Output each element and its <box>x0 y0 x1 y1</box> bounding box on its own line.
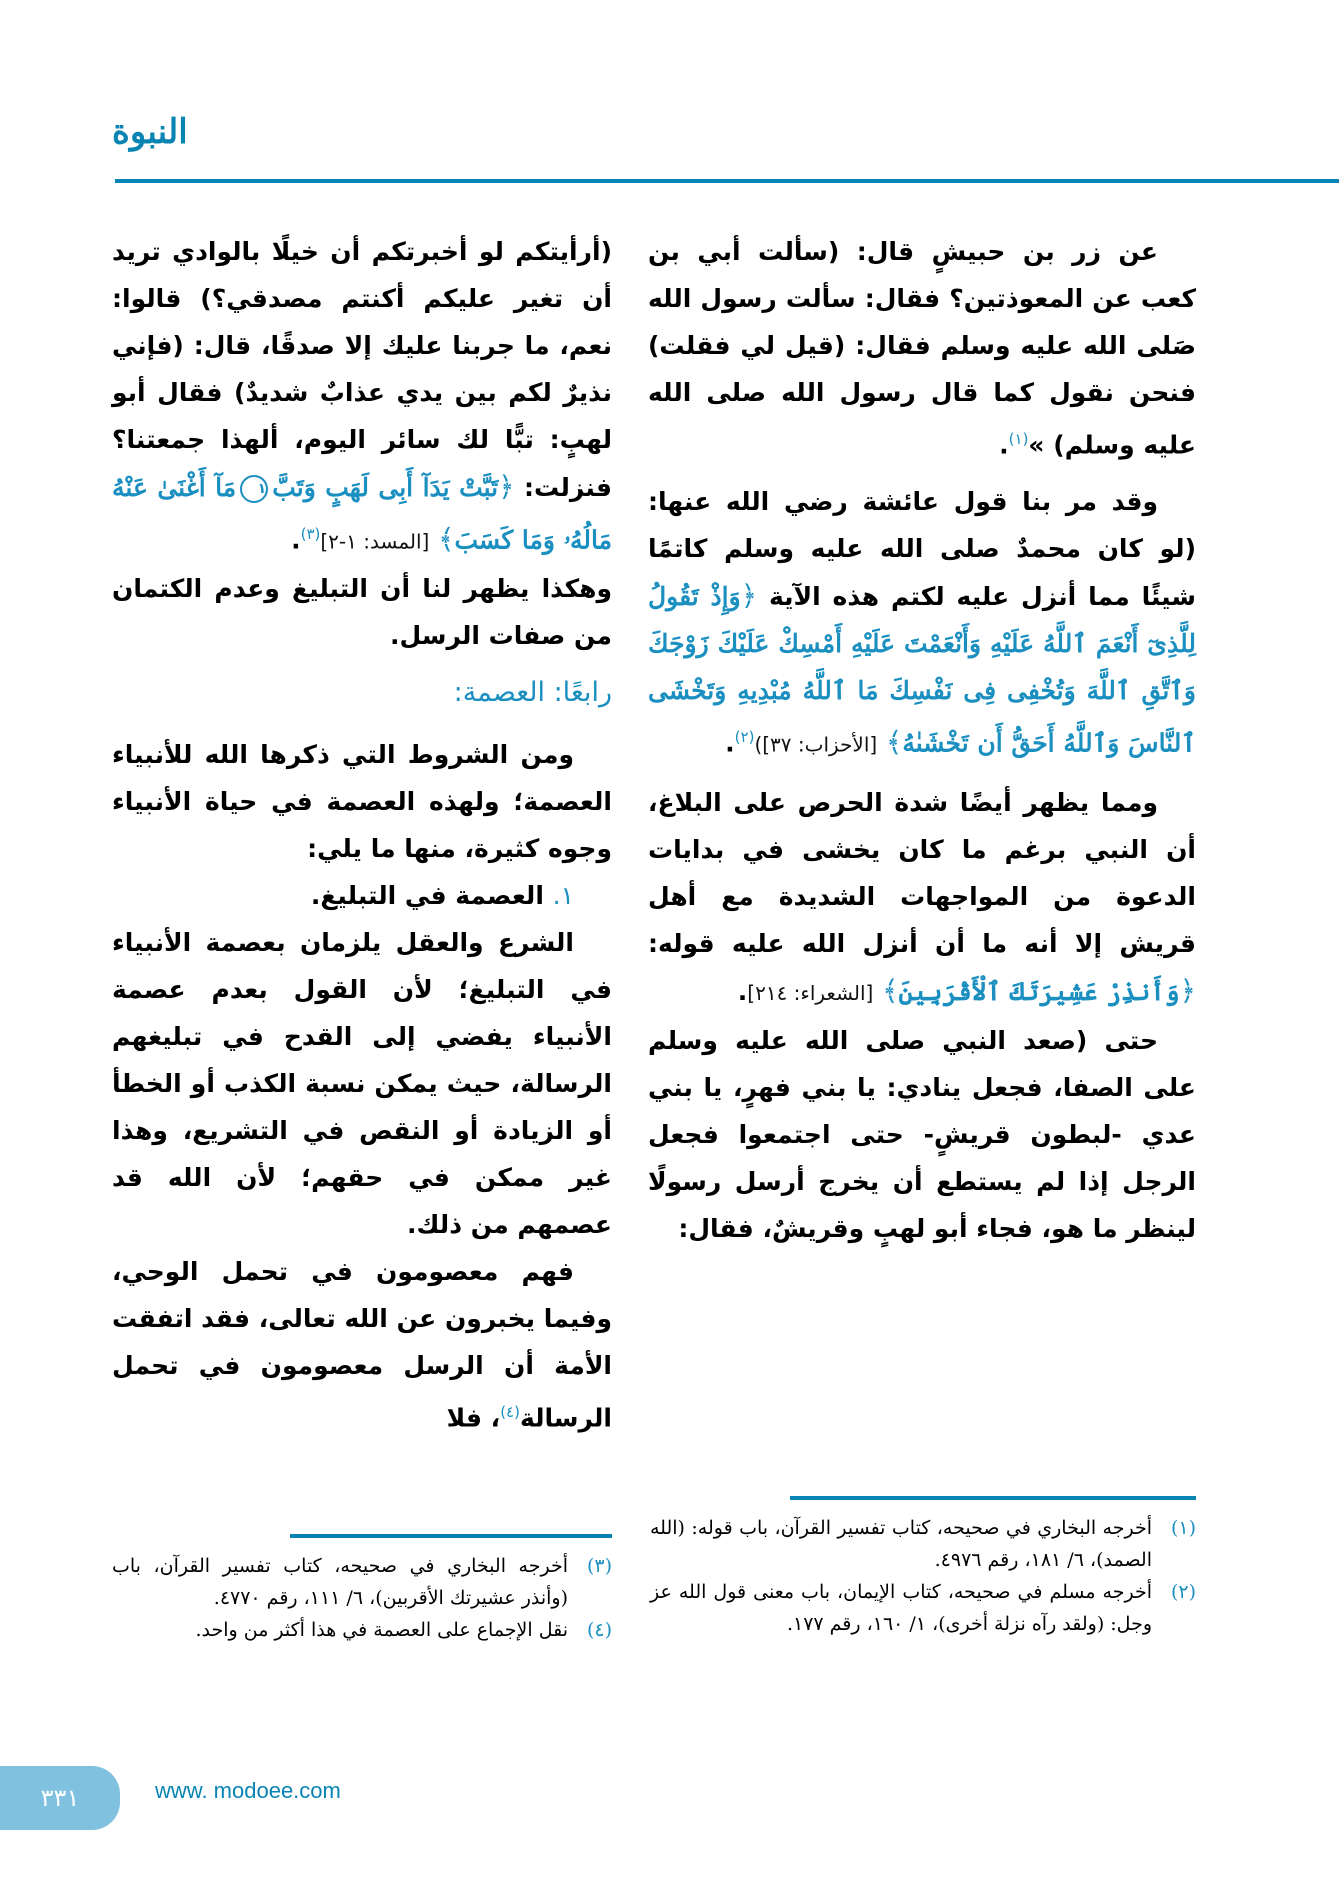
quran-brace-close-icon: ﴾ <box>885 725 903 759</box>
punctuation: . <box>291 525 301 555</box>
verse-reference: [الشعراء: ٢١٤] <box>747 980 874 1005</box>
verse-reference: [المسد: ١-٢] <box>320 529 430 554</box>
footnote-number: (٢) <box>1170 1581 1196 1603</box>
header-rule <box>115 179 1339 183</box>
paragraph-text: عن زر بن حبيشٍ قال: (سألت أبي بن كعب عن المعوذتين؟ فقال: سألت رسول الله صَلى الله عليه وسلم فقال: (قيل لي فقلت) فنحن نقول كما قال رسول الله صلى الله عليه وسلم) » <box>648 237 1196 460</box>
footnote-ref[interactable]: (٢) <box>734 728 755 747</box>
footnote-text: أخرجه مسلم في صحيحه، كتاب الإيمان، باب معنى قول الله عز وجل: (ولقد رآه نزلة أخرى)، ١/ ١٦٠، رقم ١٧٧. <box>650 1581 1152 1635</box>
paragraph: ومن الشروط التي ذكرها الله للأنبياء العصمة؛ ولهذه العصمة في حياة الأنبياء وجوه كثيرة، منها ما يلي: <box>112 740 612 864</box>
quran-verse: تَبَّتْ يَدَآ أَبِى لَهَبٍ وَتَبَّ <box>272 473 499 502</box>
footnote-text: أخرجه البخاري في صحيحه، كتاب تفسير القرآن، باب قوله: (الله الصمد)، ٦/ ١٨١، رقم ٤٩٧٦. <box>650 1517 1152 1571</box>
footnotes-right <box>650 1512 1196 1640</box>
footnote-text: نقل الإجماع على العصمة في هذا أكثر من واحد. <box>195 1619 568 1641</box>
paragraph-text: ومما يظهر أيضًا شدة الحرص على البلاغ، أن النبي برغم ما كان يخشى في بدايات الدعوة من المواجهات الشديدة مع أهل قريش إلا أنه ما أن أنزل الله عليه قوله: <box>648 787 1196 958</box>
left-column <box>112 228 612 1442</box>
section-heading: رابعًا: العصمة: <box>453 677 612 709</box>
punctuation: . <box>999 430 1009 460</box>
footnote <box>650 1512 1196 1576</box>
punctuation: . <box>737 976 748 1006</box>
chapter-title: النبوة <box>112 112 188 152</box>
page-number: ٣٣١ <box>0 1766 120 1830</box>
verse-reference: [الأحزاب: ٣٧]) <box>754 732 878 757</box>
quran-brace-close-icon: ﴾ <box>438 522 455 556</box>
quran-brace-open-icon: ﴿ <box>740 579 758 613</box>
paragraph <box>648 478 1196 768</box>
quran-verse: وَإِذْ تَقُولُ لِلَّذِىٓ أَنْعَمَ ٱللَّهُ عَلَيْهِ وَأَنْعَمْتَ عَلَيْهِ أَمْسِكْ عَلَيْكَ زَوْجَكَ وَٱتَّقِ ٱللَّهَ وَتُخْفِى فِى نَفْسِكَ مَا ٱللَّهُ مُبْدِيهِ وَتَخْشَى ٱلنَّاسَ وَٱللَّهُ أَحَقُّ أَن تَخْشَىٰهُ <box>648 582 1196 758</box>
paragraph <box>648 779 1196 1017</box>
paragraph: حتى (صعد النبي صلى الله عليه وسلم على الصفا، فجعل ينادي: يا بني فهرٍ، يا بني عدي -لبطون قريشٍ- حتى اجتمعوا فجعل الرجل إذا لم يستطع أن يخرج أرسل رسولًا لينظر ما هو، فجاء أبو لهبٍ وقريشٌ، فقال: <box>648 1025 1196 1243</box>
quran-verse: وَأَنذِرْ عَشِيرَتَكَ ٱلْأَقْرَبِينَ <box>898 976 1180 1006</box>
list-item-text: العصمة في التبليغ. <box>310 881 544 911</box>
ayah-number-icon: ١ <box>240 475 268 503</box>
list-item <box>112 872 612 919</box>
footnote-number: (٣) <box>586 1555 612 1577</box>
punctuation: . <box>725 728 735 758</box>
paragraph: الشرع والعقل يلزمان بعصمة الأنبياء في التبليغ؛ لأن القول بعدم عصمة الأنبياء يفضي إلى القدح في تبليغهم الرسالة، حيث يمكن نسبة الكذب أو الخطأ أو الزيادة أو النقص في التشريع، وهذا غير ممكن في حقهم؛ لأن الله قد عصمهم من ذلك. <box>112 928 612 1240</box>
footnote-text: أخرجه البخاري في صحيحه، كتاب تفسير القرآن، باب (وأنذر عشيرتك الأقربين)، ٦/ ١١١، رقم ٤٧٧٠. <box>112 1555 568 1609</box>
list-number: ١. <box>552 881 574 911</box>
paragraph <box>112 228 612 565</box>
footnote <box>112 1550 612 1614</box>
footnote-ref[interactable]: (١) <box>1008 430 1029 448</box>
footnote-ref[interactable]: (٤) <box>500 1403 520 1422</box>
paragraph <box>648 228 1196 468</box>
footnote <box>112 1614 612 1646</box>
paragraph <box>112 1248 612 1441</box>
quran-brace-open-icon: ﴿ <box>1179 973 1196 1007</box>
footnote-number: (٤) <box>586 1619 612 1641</box>
paragraph: وهكذا يظهر لنا أن التبليغ وعدم الكتمان من صفات الرسل. <box>112 574 612 651</box>
quran-brace-close-icon: ﴾ <box>882 973 899 1007</box>
footnotes-left <box>112 1550 612 1646</box>
right-column <box>648 228 1196 1252</box>
paragraph-text: فهم معصومون في تحمل الوحي، وفيما يخبرون عن الله تعالى، فقد اتفقت الأمة أن الرسل معصومون في تحمل الرسالة <box>112 1257 612 1433</box>
paragraph-text: وقد مر بنا قول عائشة رضي الله عنها: (لو كان محمدٌ صلى الله عليه وسلم كاتمًا شيئًا مما أنزل عليه لكتم هذه الآية <box>648 487 1196 612</box>
footnote-separator <box>790 1496 1196 1500</box>
footnote-number: (١) <box>1170 1517 1196 1539</box>
quran-verse: مَآ أَغْنَىٰ عَنْهُ مَالُهُۥ وَمَا كَسَبَ <box>112 473 612 555</box>
footnote-ref[interactable]: (٣) <box>300 525 321 543</box>
quran-brace-open-icon: ﴿ <box>498 470 515 503</box>
paragraph-text: (أرأيتكم لو أخبرتكم أن خيلًا بالوادي تريد أن تغير عليكم أكنتم مصدقي؟) قالوا: نعم، ما جربنا عليك إلا صدقًا، قال: (فإني نذيرٌ لكم بين يدي عذابٌ شديدٌ) فقال أبو لهبٍ: تبًّا لك سائر اليوم، ألهذا جمعتنا؟ فنزلت: <box>112 237 612 502</box>
footnote-separator <box>290 1534 612 1538</box>
footnote <box>650 1576 1196 1640</box>
paragraph-text: ، فلا <box>446 1403 501 1433</box>
website-link[interactable]: www. modoee.com <box>155 1778 341 1803</box>
